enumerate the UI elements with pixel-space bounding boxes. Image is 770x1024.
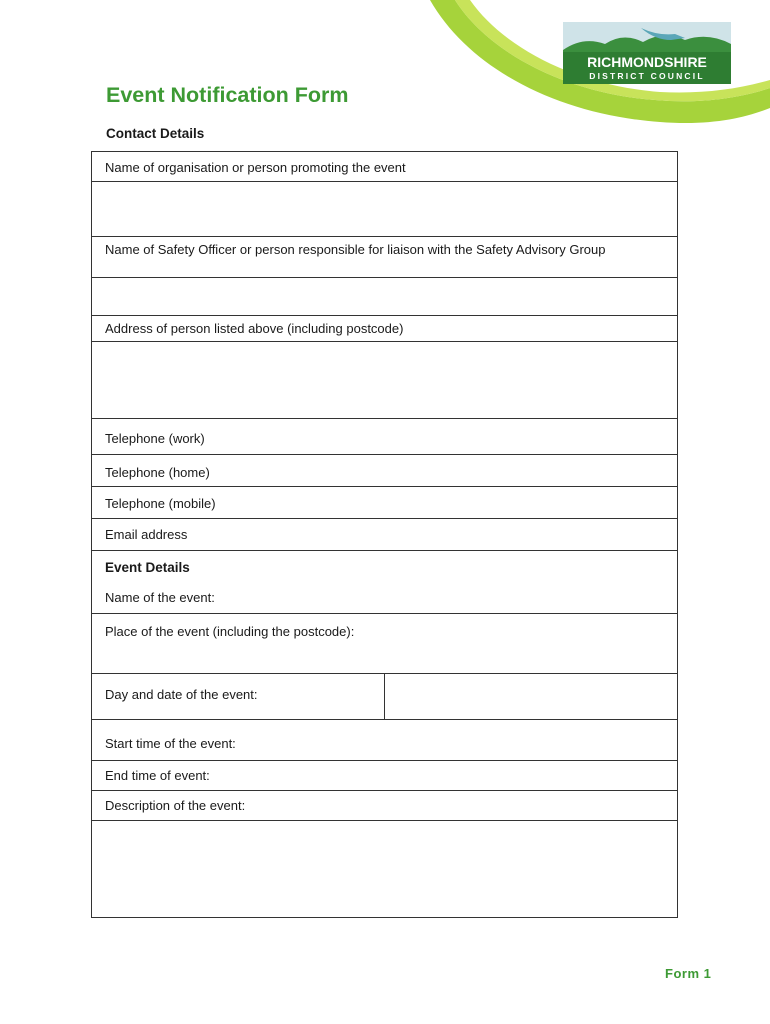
field-label: Description of the event: bbox=[105, 798, 246, 813]
event-name-field[interactable] bbox=[92, 550, 677, 613]
field-label: Place of the event (including the postcode): bbox=[105, 624, 355, 639]
event-date-entry[interactable] bbox=[385, 674, 677, 719]
start-time-field[interactable] bbox=[92, 719, 677, 760]
council-logo bbox=[563, 22, 731, 84]
form-title: Event Notification Form bbox=[106, 83, 349, 107]
field-label: Start time of the event: bbox=[105, 736, 236, 751]
telephone-work-field[interactable] bbox=[92, 418, 677, 454]
contact-details-heading: Contact Details bbox=[106, 126, 205, 141]
address-entry[interactable] bbox=[92, 341, 677, 418]
email-field[interactable] bbox=[92, 518, 677, 550]
form-number: Form 1 bbox=[665, 966, 712, 981]
field-label: Name of the event: bbox=[105, 590, 215, 605]
safety-officer-entry[interactable] bbox=[92, 277, 677, 315]
event-date-row bbox=[92, 673, 677, 719]
field-label: Telephone (mobile) bbox=[105, 496, 216, 511]
notification-form-table bbox=[91, 151, 678, 918]
end-time-field[interactable] bbox=[92, 760, 677, 790]
event-details-heading: Event Details bbox=[105, 560, 190, 575]
row-address-label bbox=[92, 315, 677, 341]
field-label: Address of person listed above (including postcode) bbox=[105, 321, 404, 336]
telephone-mobile-field[interactable] bbox=[92, 486, 677, 518]
organisation-entry[interactable] bbox=[92, 181, 677, 236]
row-safety-officer-label bbox=[92, 236, 677, 277]
description-entry[interactable] bbox=[92, 820, 677, 917]
row-organisation-label bbox=[92, 152, 677, 181]
logo-line1: RICHMONDSHIRE bbox=[587, 54, 707, 70]
field-label: Telephone (work) bbox=[105, 431, 205, 446]
event-place-field[interactable] bbox=[92, 613, 677, 673]
logo-line2: DISTRICT COUNCIL bbox=[589, 71, 705, 81]
field-label: End time of event: bbox=[105, 768, 210, 783]
telephone-home-field[interactable] bbox=[92, 454, 677, 486]
row-description-label bbox=[92, 790, 677, 820]
field-label: Email address bbox=[105, 527, 188, 542]
field-label: Telephone (home) bbox=[105, 465, 210, 480]
field-label: Day and date of the event: bbox=[105, 687, 258, 702]
field-label: Name of organisation or person promoting the event bbox=[105, 160, 406, 175]
field-label: Name of Safety Officer or person responsible for liaison with the Safety Advisory Group bbox=[105, 242, 606, 257]
